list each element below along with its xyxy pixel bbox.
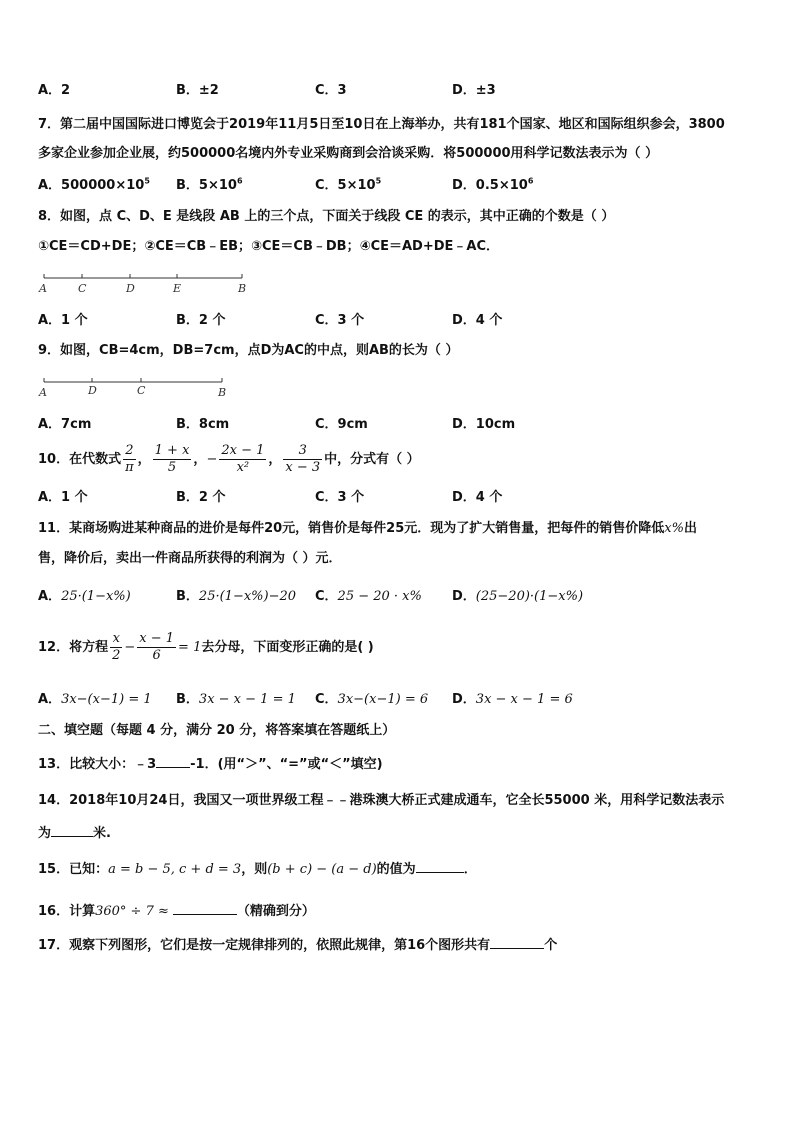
- q12-option-c: C．3x−(x−1) = 6: [315, 692, 429, 707]
- q6-option-d: D．±3: [452, 83, 496, 98]
- q6-option-c: C．3: [315, 83, 347, 98]
- q8-segment-figure: [36, 270, 256, 296]
- q11-option-a: A．25·(1−x%): [38, 589, 131, 604]
- q7-line2: 多家企业参加企业展，约500000名境内外专业采购商到会洽谈采购．将500000用科学记数法表示为（ ）: [38, 146, 659, 161]
- q12-fraction-2: $\frac{x - 1}{6}$: [139, 631, 175, 663]
- q9-option-a: A．7cm: [38, 417, 92, 432]
- q14-line2: 为 米.: [38, 822, 111, 843]
- q11-line1: 11．某商场购进某种商品的进价是每件20元，销售价是每件25元．现为了扩大销售量，把每件的销售价降低x%出: [38, 521, 697, 536]
- q8-point-b: B: [238, 282, 247, 295]
- q7-option-d: D．$0.5\times 10^6$: [452, 176, 534, 193]
- q10-option-b: B．2 个: [176, 490, 226, 505]
- q7-line1: 7．第二届中国国际进口博览会于2019年11月5日至10日在上海举办，共有181个国家、地区和国际组织参会，3800: [38, 117, 725, 132]
- q8-option-d: D．4 个: [452, 313, 503, 328]
- q9-segment-figure: [36, 374, 236, 400]
- q16-answer-blank[interactable]: [173, 900, 237, 915]
- q11-option-c: C．25 − 20 · x%: [315, 589, 422, 604]
- q17-stem: 17．观察下列图形，它们是按一定规律排列的，依照此规律，第16个图形共有 个: [38, 934, 557, 955]
- q10-fraction-4: $\frac{3}{x - 3}$: [285, 443, 321, 475]
- q12-option-b: B．3x − x − 1 = 1: [176, 692, 296, 707]
- q8-point-e: E: [173, 282, 182, 295]
- q14-answer-blank[interactable]: [51, 822, 93, 837]
- q12-fraction-1: $\frac{x}{2}$: [112, 631, 121, 663]
- q8-point-c: C: [78, 282, 87, 295]
- q9-option-d: D．10cm: [452, 417, 516, 432]
- q9-point-b: B: [218, 386, 227, 399]
- q6-option-b: B．±2: [176, 83, 219, 98]
- q9-option-c: C．9cm: [315, 417, 368, 432]
- q8-option-b: B．2 个: [176, 313, 226, 328]
- q7-option-c: C．$5\times 10^5$: [315, 176, 382, 193]
- q8-option-c: C．3 个: [315, 313, 365, 328]
- q10-stem: 10．在代数式 $\frac{2}{\pi}$ ， $\frac{1 + x}{5}$ ，− $\frac{2x - 1}{\text{x²}}$ ， $\frac{3}{x - 3}$ 中，分式有（ ）: [38, 443, 420, 475]
- q11-option-b: B．25·(1−x%)−20: [176, 589, 297, 604]
- q12-stem: 12．将方程 $\frac{x}{2}$ − $\frac{x - 1}{6}$ = 1去分母，下面变形正确的是( ): [38, 631, 374, 663]
- q9-point-a: A: [39, 386, 47, 399]
- q8-stem: 8．如图，点 C、D、E 是线段 AB 上的三个点，下面关于线段 CE 的表示，其中正确的个数是（ ）: [38, 209, 615, 224]
- q17-answer-blank[interactable]: [490, 934, 544, 949]
- q9-stem: 9．如图，CB=4cm，DB=7cm，点D为AC的中点，则AB的长为（ ）: [38, 343, 459, 358]
- q6-option-a: A．2: [38, 83, 71, 98]
- q8-option-a: A．1 个: [38, 313, 88, 328]
- section-2-heading: 二、填空题（每题 4 分，满分 20 分，将答案填在答题纸上）: [38, 723, 396, 738]
- q13-stem: 13．比较大小：﹣3 -1．(用“＞”、“=”或“＜”填空): [38, 753, 383, 774]
- q15-answer-blank[interactable]: [416, 858, 464, 873]
- q8-items: ①CE＝CD+DE；②CE＝CB﹣EB；③CE＝CB﹣DB；④CE＝AD+DE﹣AC．: [38, 239, 500, 254]
- q10-option-c: C．3 个: [315, 490, 365, 505]
- q10-option-d: D．4 个: [452, 490, 503, 505]
- q13-answer-blank[interactable]: [156, 753, 190, 768]
- q11-line2: 售，降价后，卖出一件商品所获得的利润为（ ）元．: [38, 551, 342, 566]
- q8-point-d: D: [126, 282, 135, 295]
- q15-stem: 15．已知：a = b − 5, c + d = 3，则(b + c) − (a − d)的值为 ．: [38, 858, 477, 879]
- q12-option-d: D．3x − x − 1 = 6: [452, 692, 573, 707]
- q11-option-d: D．(25−20)·(1−x%): [452, 589, 584, 604]
- q12-option-a: A．3x−(x−1) = 1: [38, 692, 152, 707]
- q14-line1: 14．2018年10月24日，我国又一项世界级工程﹣﹣港珠澳大桥正式建成通车，它全长55000 米，用科学记数法表示: [38, 793, 725, 808]
- q16-stem: 16．计算360° ÷ 7 ≈ （精确到分）: [38, 900, 315, 921]
- q9-point-d: D: [88, 384, 97, 397]
- q10-fraction-3: $\frac{2x - 1}{\text{x²}}$: [221, 443, 265, 475]
- q10-fraction-1: $\frac{2}{\pi}$: [125, 443, 134, 475]
- q10-option-a: A．1 个: [38, 490, 88, 505]
- q7-option-a: A．$500000\times 10^5$: [38, 176, 150, 193]
- q10-fraction-2: $\frac{1 + x}{5}$: [154, 443, 190, 475]
- q9-option-b: B．8cm: [176, 417, 230, 432]
- q8-point-a: A: [39, 282, 47, 295]
- q7-option-b: B．$5\times 10^6$: [176, 176, 243, 193]
- q9-point-c: C: [137, 384, 146, 397]
